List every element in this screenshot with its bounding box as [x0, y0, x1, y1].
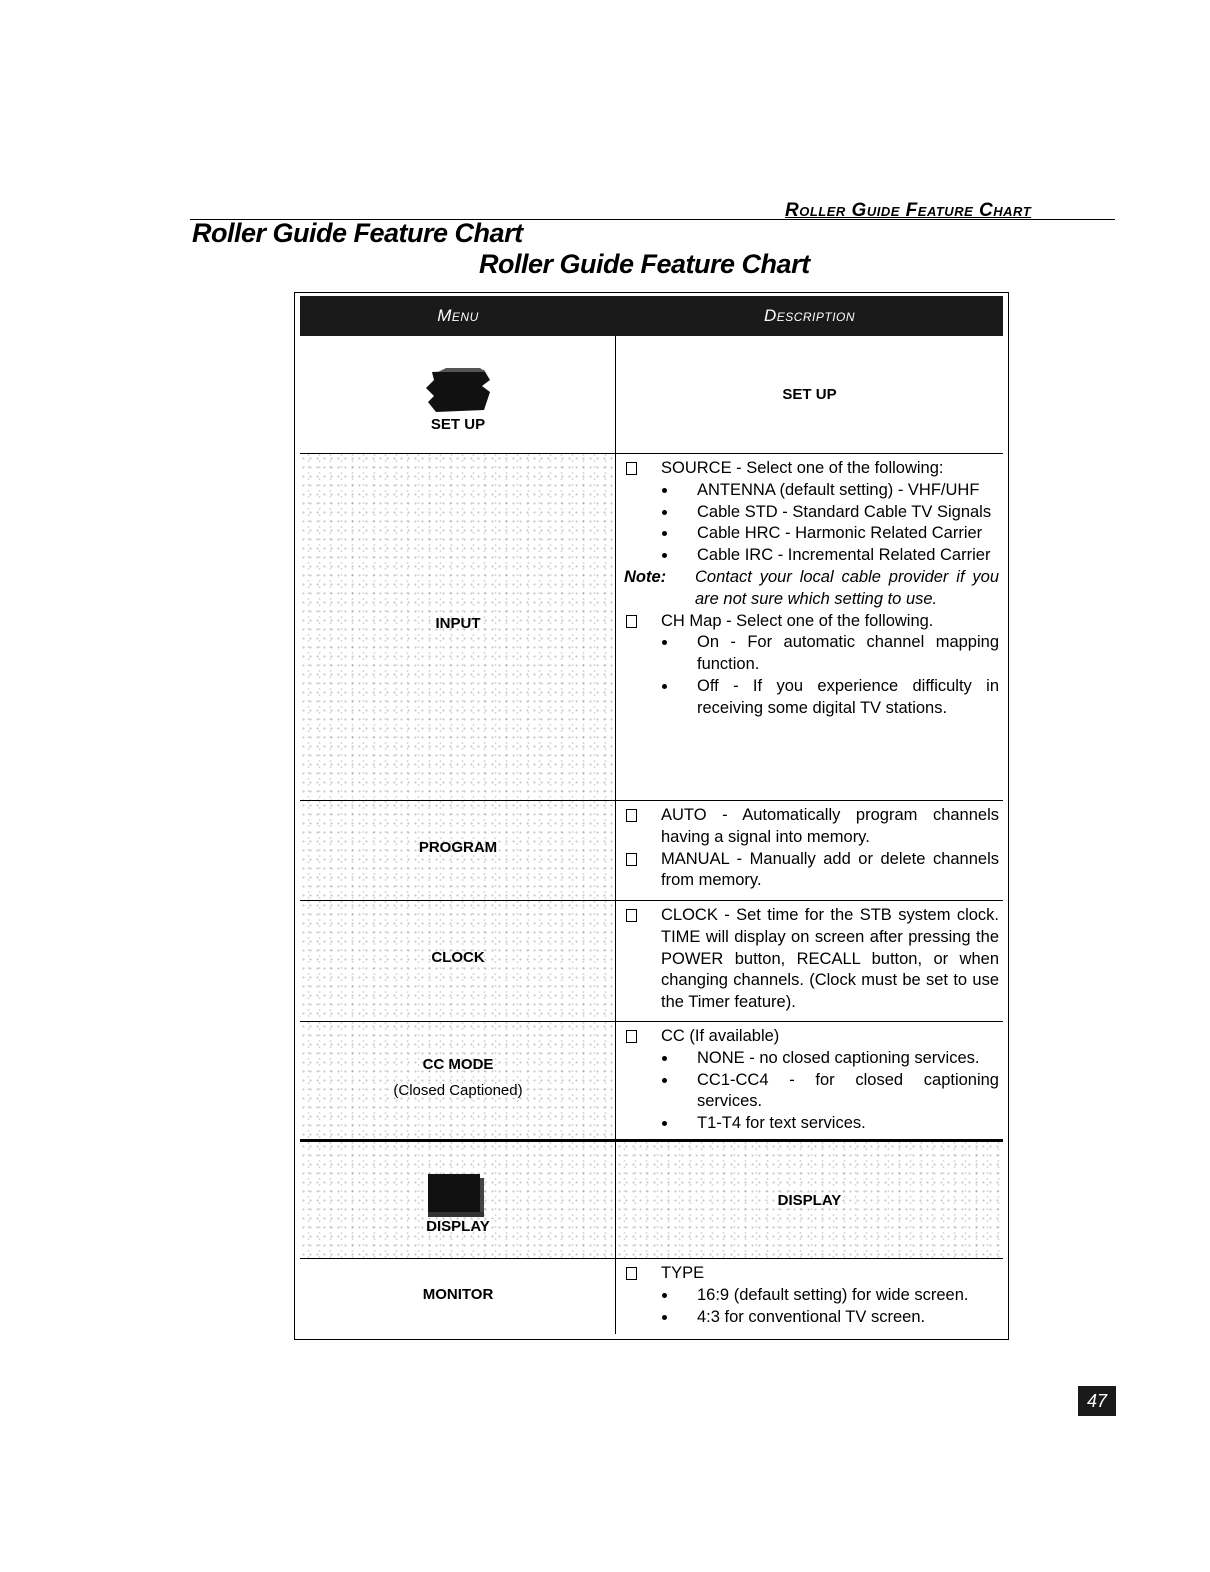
list-item [626, 1070, 999, 1114]
description-cell [616, 1142, 1003, 1258]
item-text: Off - If you experience difficulty in receiving some digital TV stations. [697, 676, 999, 717]
setup-icon [424, 366, 494, 414]
list-item [626, 1307, 999, 1329]
note-text: Contact your local cable provider if you are not sure which setting to use. [695, 567, 999, 608]
description-column-header: Description [763, 306, 856, 325]
menu-cell [300, 801, 616, 900]
input-row [300, 454, 1003, 801]
menu-cell [300, 1022, 616, 1139]
bullet-icon [662, 1078, 667, 1083]
list-item [626, 523, 999, 545]
bullet-icon [662, 488, 667, 493]
checkbox-icon [626, 909, 637, 922]
bullet-icon [662, 1293, 667, 1298]
bullet-icon [662, 1315, 667, 1320]
chmap-item [626, 611, 999, 633]
bullet-icon [662, 1121, 667, 1126]
item-text: AUTO - Automatically program channels having a signal into memory. [661, 806, 999, 846]
item-text: Cable IRC - Incremental Related Carrier [697, 546, 991, 565]
description-cell [616, 901, 1003, 1021]
page-number: 47 [1078, 1386, 1116, 1416]
description-cell [616, 1259, 1003, 1334]
menu-label: INPUT [435, 615, 481, 632]
description-cell [616, 454, 1003, 800]
checkbox-icon [626, 615, 637, 628]
item-text: NONE - no closed captioning services. [697, 1048, 980, 1067]
running-header: Roller Guide Feature Chart [785, 200, 1032, 221]
checkbox-icon [626, 853, 637, 866]
checkbox-icon [626, 1030, 637, 1043]
list-item [626, 676, 999, 720]
list-item [626, 1263, 999, 1285]
list-item [626, 545, 999, 567]
monitor-row [300, 1259, 1003, 1334]
item-text: SOURCE - Select one of the following: [661, 459, 944, 477]
list-item [626, 849, 999, 893]
menu-label: PROGRAM [418, 839, 498, 856]
note [624, 567, 999, 611]
checkbox-icon [626, 809, 637, 822]
menu-sublabel: (Closed Captioned) [393, 1082, 523, 1099]
description-cell [616, 336, 1003, 453]
program-row [300, 801, 1003, 901]
section-label: DISPLAY [777, 1192, 842, 1209]
item-text: MANUAL - Manually add or delete channels from memory. [661, 849, 999, 890]
description-cell [616, 1022, 1003, 1139]
list-item [626, 480, 999, 502]
menu-cell [300, 336, 616, 453]
item-text: Cable HRC - Harmonic Related Carrier [697, 524, 983, 543]
ccmode-row [300, 1022, 1003, 1142]
menu-label: SET UP [430, 416, 486, 433]
item-text: On - For automatic channel mapping function. [697, 633, 999, 674]
chart-title: Roller Guide Feature Chart [479, 249, 810, 279]
description-cell [616, 801, 1003, 900]
list-item [626, 805, 999, 849]
bullet-icon [662, 531, 667, 536]
list-item [626, 502, 999, 524]
menu-cell [300, 1259, 616, 1334]
source-item [626, 458, 999, 480]
menu-label: CLOCK [431, 949, 485, 966]
item-text: ANTENNA (default setting) - VHF/UHF [697, 480, 980, 499]
list-item [626, 1048, 999, 1070]
list-item [626, 1026, 999, 1048]
menu-label: DISPLAY [426, 1218, 490, 1235]
bullet-icon [662, 684, 667, 689]
menu-cell [300, 1142, 616, 1258]
item-text: CLOCK - Set time for the STB system clock. TIME will display on screen after pressing the POWER button, RECALL button, or when changing channels. (Clock must be set to use the Timer feature). [661, 906, 999, 1012]
list-item [626, 632, 999, 676]
item-text: CH Map - Select one of the following. [661, 611, 934, 630]
item-text: 4:3 for conventional TV screen. [697, 1307, 926, 1326]
note-label: Note: [624, 567, 667, 586]
list-item [626, 1113, 999, 1135]
display-section-row [300, 1142, 1003, 1259]
bullet-icon [662, 1056, 667, 1061]
display-icon [424, 1172, 488, 1220]
bullet-icon [662, 510, 667, 515]
section-label: SET UP [782, 386, 837, 403]
menu-cell [300, 901, 616, 1021]
list-item [626, 905, 999, 1014]
menu-label: MONITOR [422, 1286, 494, 1303]
item-text: TYPE [661, 1264, 705, 1282]
clock-row [300, 901, 1003, 1022]
checkbox-icon [626, 1267, 637, 1280]
menu-column-header: Menu [437, 306, 479, 325]
item-text: CC (If available) [661, 1027, 780, 1045]
chart-header [300, 296, 1003, 336]
item-text: Cable STD - Standard Cable TV Signals [697, 502, 992, 521]
menu-label: CC MODE [422, 1056, 494, 1073]
item-text: 16:9 (default setting) for wide screen. [697, 1285, 969, 1304]
setup-section-row [300, 336, 1003, 454]
bullet-icon [662, 640, 667, 645]
list-item [626, 1285, 999, 1307]
menu-cell [300, 454, 616, 800]
item-text: CC1-CC4 - for closed captioning services. [697, 1070, 999, 1111]
bullet-icon [662, 553, 667, 558]
item-text: T1-T4 for text services. [697, 1114, 866, 1133]
page-title: Roller Guide Feature Chart [192, 218, 523, 248]
checkbox-icon [626, 462, 637, 475]
